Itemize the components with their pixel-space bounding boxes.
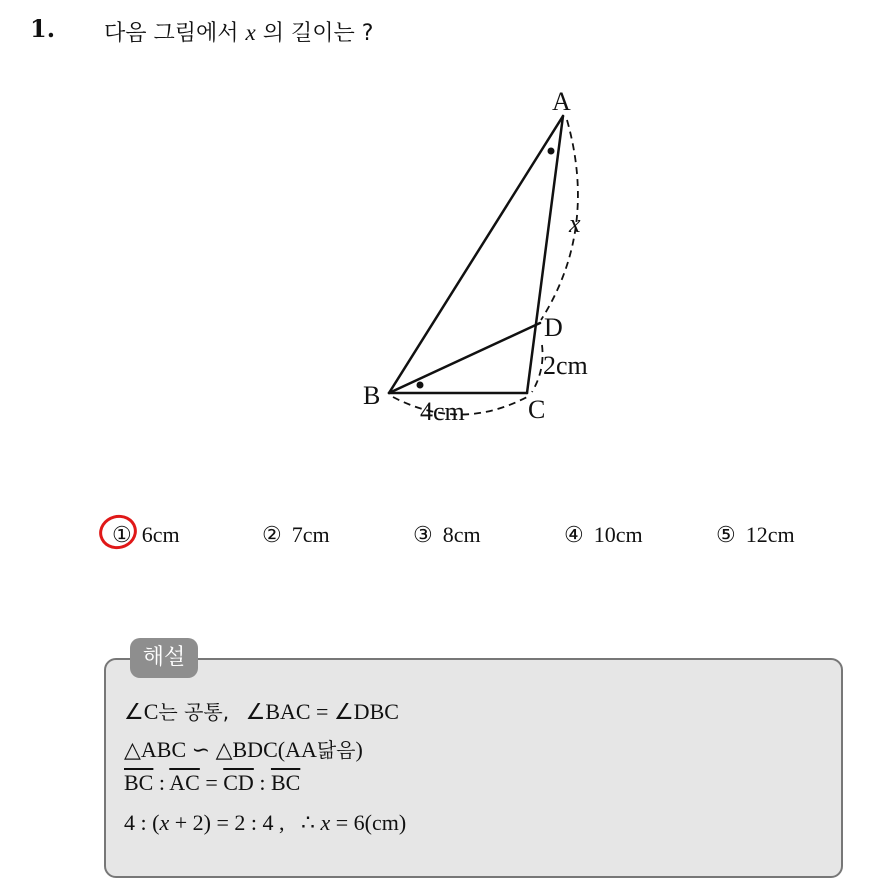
segment-ac-text: $\overline{AC}$ <box>169 770 200 795</box>
solution-line-2-a: △ABC ∽ △BDC(AA <box>124 737 317 762</box>
choice-value: 8cm <box>442 522 481 547</box>
solution-line-1-c: ∠BAC = ∠DBC <box>245 699 399 724</box>
angle-mark-a <box>548 148 555 155</box>
choice-value: 7cm <box>291 522 330 547</box>
label-a: A <box>552 87 571 116</box>
ratio-sep: : <box>253 770 271 795</box>
solution-line-1-a: ∠C <box>124 699 159 724</box>
choice-value: 6cm <box>141 522 180 547</box>
solution-line-1 <box>124 696 399 725</box>
choice-4[interactable] <box>564 522 643 548</box>
label-bc-length: 4cm <box>420 397 465 426</box>
dashed-arc-dc <box>532 345 543 392</box>
choice-2[interactable] <box>262 522 330 548</box>
ratio-sep: : <box>153 770 170 795</box>
solution-line-2-b: 닮음 <box>316 738 356 762</box>
choice-value: 10cm <box>593 522 643 547</box>
solution-line-4 <box>124 810 406 836</box>
solution-line-4-a: 4 : ( <box>124 810 160 835</box>
answer-choices <box>0 522 884 562</box>
answer-ring-icon <box>95 511 141 554</box>
question-text-before: 다음 그림에서 <box>104 21 246 46</box>
segment-bc-text: $\overline{BC}$ <box>270 770 301 795</box>
solution-line-2-c: ) <box>355 737 363 762</box>
label-b: B <box>363 381 381 410</box>
label-c: C <box>528 395 546 424</box>
equals-sign: = <box>199 770 224 795</box>
label-d: D <box>544 313 563 342</box>
choice-value: 12cm <box>745 522 795 547</box>
choice-number: ③ <box>413 522 433 547</box>
segment-cd-text: $\overline{CD}$ <box>223 770 254 795</box>
label-x: x <box>569 209 581 238</box>
solution-line-2 <box>124 734 363 763</box>
variable-x: x <box>159 810 170 835</box>
angle-mark-b <box>417 382 424 389</box>
question-variable: x <box>245 20 256 45</box>
solution-line-1-b: 는 공통, <box>158 700 230 724</box>
choice-number: ④ <box>564 522 584 547</box>
solution-box <box>104 658 843 878</box>
choice-1[interactable] <box>112 522 180 548</box>
choice-3[interactable] <box>413 522 481 548</box>
variable-x: x <box>320 810 331 835</box>
choice-number: ① <box>112 522 132 547</box>
solution-line-4-c: = 6(cm) <box>330 810 407 835</box>
choice-5[interactable] <box>716 522 795 548</box>
question-number: 1. <box>30 14 56 43</box>
segment-bc-text: $\overline{BC}$ <box>124 770 154 795</box>
solution-line-3 <box>124 770 300 796</box>
choice-number: ② <box>262 522 282 547</box>
solution-tab: 해설 <box>130 638 198 678</box>
choice-number: ⑤ <box>716 522 736 547</box>
question-text-after: 의 길이는 ? <box>255 21 374 46</box>
solution-line-4-b: + 2) = 2 : 4 , ∴ <box>169 810 321 835</box>
label-cd-length: 2cm <box>543 351 588 380</box>
